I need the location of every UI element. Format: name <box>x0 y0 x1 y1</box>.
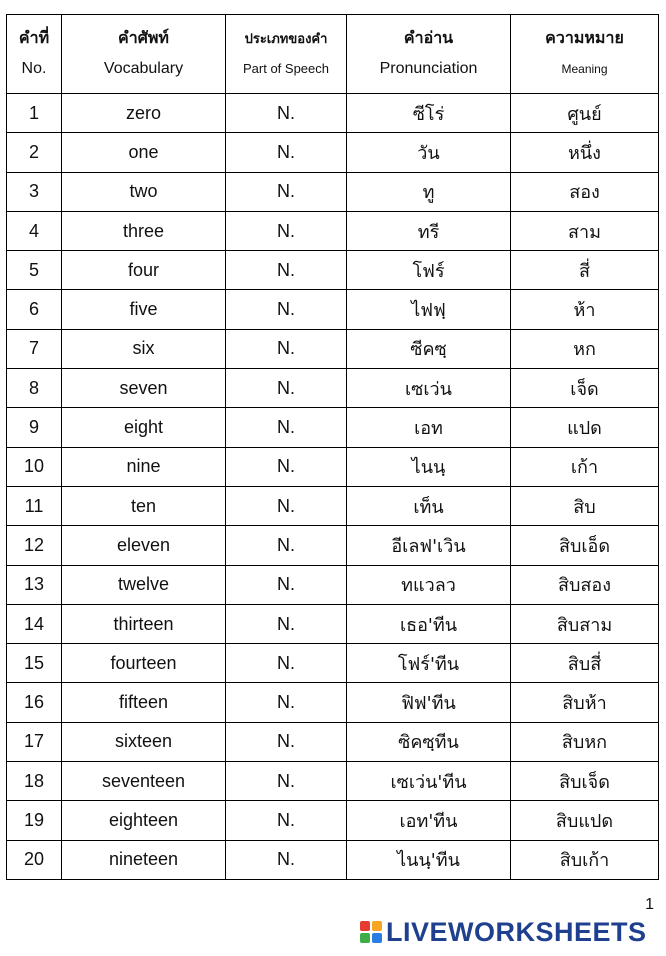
row-part-of-speech: N. <box>226 251 347 290</box>
table-body <box>7 94 659 880</box>
row-vocabulary: three <box>62 211 226 250</box>
row-meaning: สอง <box>511 172 659 211</box>
row-vocabulary: nine <box>62 447 226 486</box>
row-vocabulary: two <box>62 172 226 211</box>
row-part-of-speech: N. <box>226 211 347 250</box>
row-meaning: สิบห้า <box>511 683 659 722</box>
logo-text: LIVEWORKSHEETS <box>386 916 647 947</box>
table-row <box>7 526 659 565</box>
row-pronunciation: ไนนฺ <box>347 447 511 486</box>
row-vocabulary: seventeen <box>62 762 226 801</box>
table-row <box>7 486 659 525</box>
row-meaning: ห้า <box>511 290 659 329</box>
row-part-of-speech: N. <box>226 762 347 801</box>
liveworksheets-logo <box>360 915 647 949</box>
row-number: 10 <box>7 447 62 486</box>
row-part-of-speech: N. <box>226 840 347 879</box>
row-meaning: หก <box>511 329 659 368</box>
row-pronunciation: ทู <box>347 172 511 211</box>
header-meaning: ความหมาย Meaning <box>511 15 659 94</box>
row-vocabulary: seven <box>62 369 226 408</box>
row-vocabulary: eleven <box>62 526 226 565</box>
row-vocabulary: fifteen <box>62 683 226 722</box>
page-number: 1 <box>645 896 654 913</box>
table-row <box>7 290 659 329</box>
table-row <box>7 94 659 133</box>
row-number: 19 <box>7 801 62 840</box>
row-meaning: สิบ <box>511 486 659 525</box>
row-part-of-speech: N. <box>226 133 347 172</box>
row-number: 5 <box>7 251 62 290</box>
row-pronunciation: โฟร์'ทีน <box>347 644 511 683</box>
row-pronunciation: เซเว่น <box>347 369 511 408</box>
row-meaning: สี่ <box>511 251 659 290</box>
logo-squares-icon <box>360 921 382 943</box>
header-no: คำที่ No. <box>7 15 62 94</box>
row-number: 4 <box>7 211 62 250</box>
table-row <box>7 604 659 643</box>
row-number: 15 <box>7 644 62 683</box>
row-number: 16 <box>7 683 62 722</box>
row-meaning: สิบสอง <box>511 565 659 604</box>
row-number: 18 <box>7 762 62 801</box>
row-pronunciation: ไนนฺ'ทีน <box>347 840 511 879</box>
table-row <box>7 172 659 211</box>
row-part-of-speech: N. <box>226 94 347 133</box>
row-meaning: สิบแปด <box>511 801 659 840</box>
header-part-of-speech: ประเภทของคำ Part of Speech <box>226 15 347 94</box>
row-meaning: สาม <box>511 211 659 250</box>
row-number: 7 <box>7 329 62 368</box>
table-header-row <box>7 15 659 94</box>
row-part-of-speech: N. <box>226 604 347 643</box>
row-number: 6 <box>7 290 62 329</box>
row-number: 14 <box>7 604 62 643</box>
row-part-of-speech: N. <box>226 565 347 604</box>
row-pronunciation: ฟิฟ'ทีน <box>347 683 511 722</box>
row-vocabulary: five <box>62 290 226 329</box>
row-number: 3 <box>7 172 62 211</box>
row-vocabulary: fourteen <box>62 644 226 683</box>
table-row <box>7 644 659 683</box>
row-part-of-speech: N. <box>226 644 347 683</box>
row-pronunciation: เท็น <box>347 486 511 525</box>
row-meaning: ศูนย์ <box>511 94 659 133</box>
row-number: 13 <box>7 565 62 604</box>
row-part-of-speech: N. <box>226 290 347 329</box>
row-meaning: เจ็ด <box>511 369 659 408</box>
row-part-of-speech: N. <box>226 447 347 486</box>
row-vocabulary: ten <box>62 486 226 525</box>
row-number: 2 <box>7 133 62 172</box>
table-row <box>7 329 659 368</box>
row-vocabulary: zero <box>62 94 226 133</box>
row-pronunciation: เธอ'ทีน <box>347 604 511 643</box>
row-pronunciation: วัน <box>347 133 511 172</box>
row-part-of-speech: N. <box>226 172 347 211</box>
row-pronunciation: อีเลฟ'เวิน <box>347 526 511 565</box>
row-meaning: สิบสี่ <box>511 644 659 683</box>
row-pronunciation: เอท <box>347 408 511 447</box>
table-row <box>7 408 659 447</box>
row-vocabulary: sixteen <box>62 722 226 761</box>
row-pronunciation: ซีคซฺ <box>347 329 511 368</box>
table-row <box>7 133 659 172</box>
row-part-of-speech: N. <box>226 486 347 525</box>
row-number: 17 <box>7 722 62 761</box>
row-meaning: สิบเจ็ด <box>511 762 659 801</box>
row-number: 1 <box>7 94 62 133</box>
row-vocabulary: eighteen <box>62 801 226 840</box>
row-pronunciation: ซีโร่ <box>347 94 511 133</box>
header-pronunciation: คำอ่าน Pronunciation <box>347 15 511 94</box>
row-pronunciation: เซเว่น'ทีน <box>347 762 511 801</box>
table-row <box>7 722 659 761</box>
row-vocabulary: twelve <box>62 565 226 604</box>
row-meaning: เก้า <box>511 447 659 486</box>
row-part-of-speech: N. <box>226 683 347 722</box>
row-meaning: สิบสาม <box>511 604 659 643</box>
table-row <box>7 801 659 840</box>
row-part-of-speech: N. <box>226 369 347 408</box>
table-row <box>7 251 659 290</box>
table-row <box>7 369 659 408</box>
row-part-of-speech: N. <box>226 329 347 368</box>
row-vocabulary: six <box>62 329 226 368</box>
row-vocabulary: thirteen <box>62 604 226 643</box>
row-meaning: สิบเอ็ด <box>511 526 659 565</box>
row-number: 12 <box>7 526 62 565</box>
row-part-of-speech: N. <box>226 408 347 447</box>
row-pronunciation: ซิคซฺทีน <box>347 722 511 761</box>
table-row <box>7 683 659 722</box>
row-pronunciation: ไฟฟฺ <box>347 290 511 329</box>
row-vocabulary: eight <box>62 408 226 447</box>
header-vocabulary: คำศัพท์ Vocabulary <box>62 15 226 94</box>
row-vocabulary: nineteen <box>62 840 226 879</box>
row-meaning: สิบเก้า <box>511 840 659 879</box>
row-part-of-speech: N. <box>226 526 347 565</box>
row-pronunciation: โฟร์ <box>347 251 511 290</box>
vocabulary-table <box>6 14 659 880</box>
row-vocabulary: four <box>62 251 226 290</box>
row-part-of-speech: N. <box>226 801 347 840</box>
table-row <box>7 211 659 250</box>
table-row <box>7 762 659 801</box>
table-row <box>7 447 659 486</box>
row-number: 20 <box>7 840 62 879</box>
row-pronunciation: ทรี <box>347 211 511 250</box>
row-number: 11 <box>7 486 62 525</box>
row-part-of-speech: N. <box>226 722 347 761</box>
row-pronunciation: เอท'ทีน <box>347 801 511 840</box>
table-row <box>7 565 659 604</box>
row-pronunciation: ทแวลว <box>347 565 511 604</box>
row-meaning: สิบหก <box>511 722 659 761</box>
row-meaning: หนึ่ง <box>511 133 659 172</box>
row-number: 9 <box>7 408 62 447</box>
row-meaning: แปด <box>511 408 659 447</box>
row-vocabulary: one <box>62 133 226 172</box>
table-row <box>7 840 659 879</box>
row-number: 8 <box>7 369 62 408</box>
